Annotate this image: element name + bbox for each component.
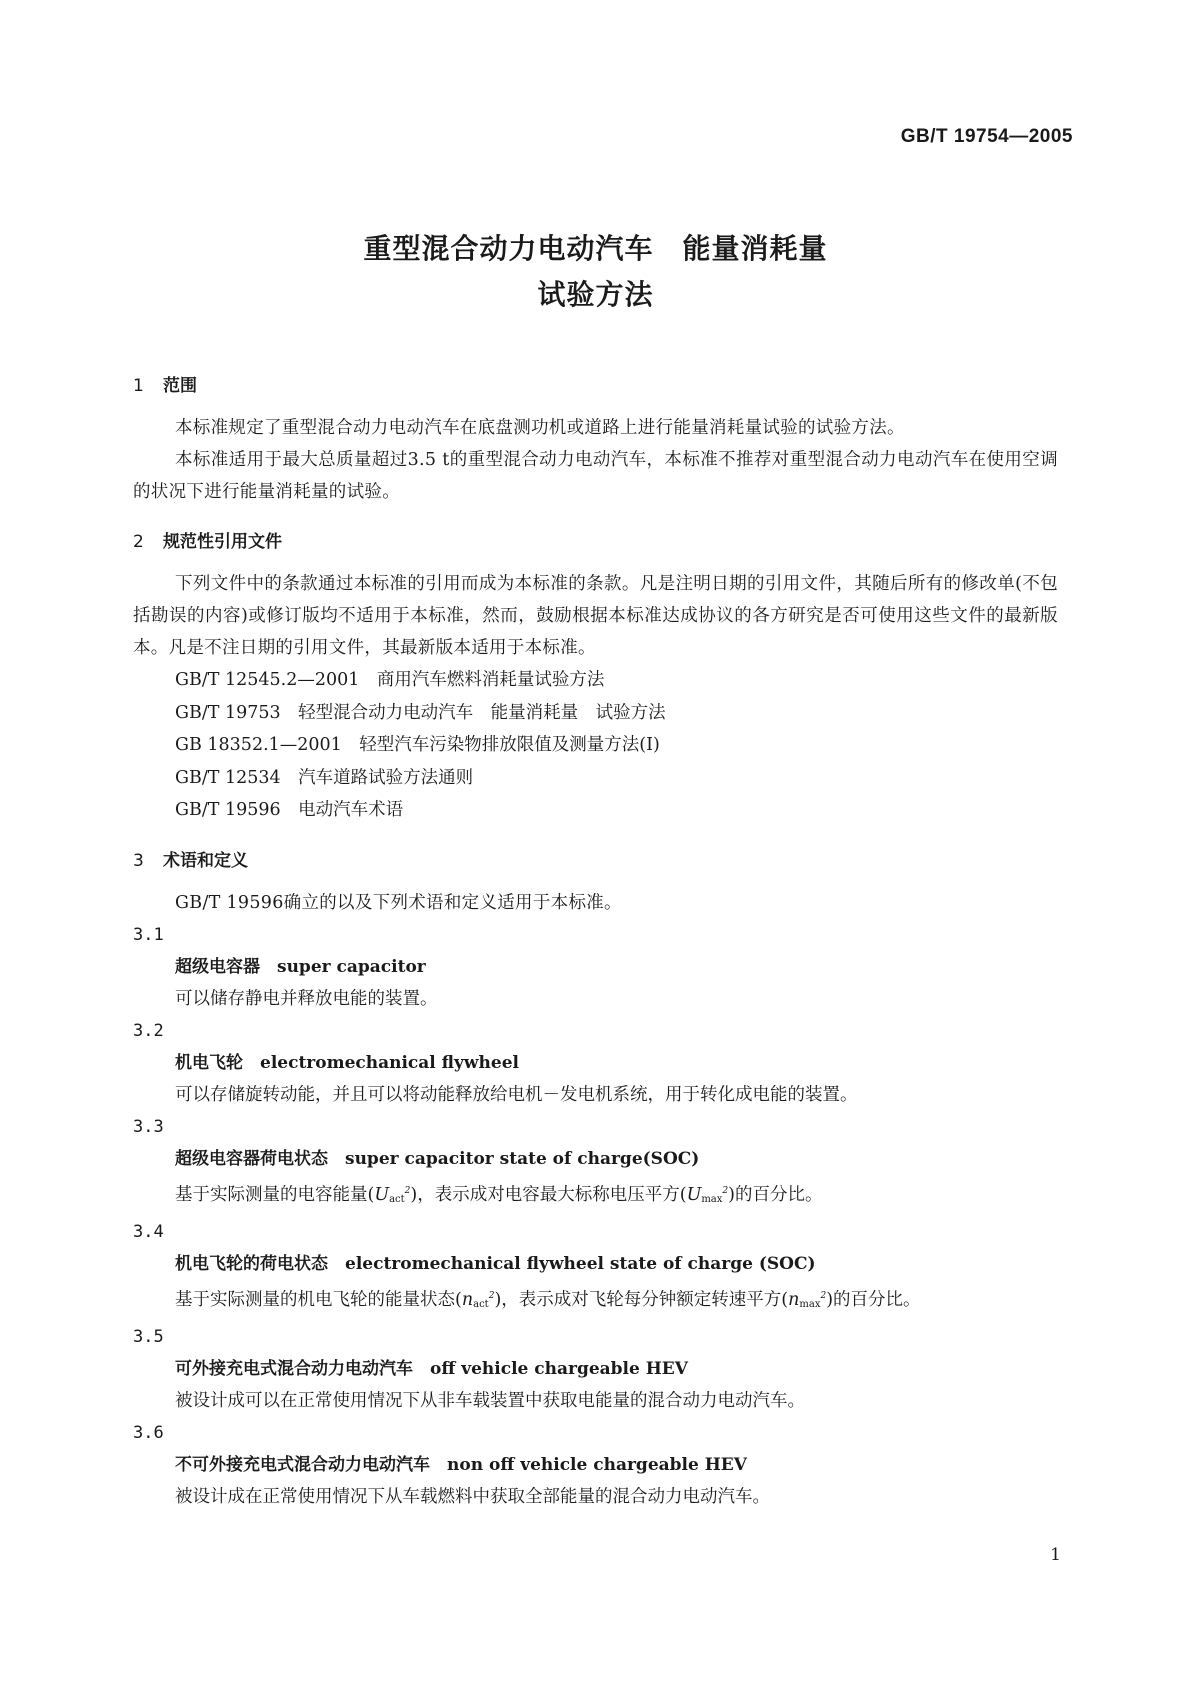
term-name [133, 1047, 1058, 1079]
term-definition: 被设计成在正常使用情况下从车载燃料中获取全部能量的混合动力电动汽车。 [175, 1486, 770, 1507]
symbol-u-max [687, 1185, 729, 1205]
term-number: 3.2 [133, 1020, 164, 1041]
title-line-2: 试验方法 [537, 278, 654, 311]
term-name-zh: 机电飞轮 [175, 1052, 243, 1073]
section-title: 规范性引用文件 [163, 532, 282, 552]
term-name [133, 1353, 1058, 1385]
references-paragraph: 下列文件中的条款通过本标准的引用而成为本标准的条款。凡是注明日期的引用文件，其随后所有的修改单(不包括勘误的内容)或修订版均不适用于本标准，然而，鼓励根据本标准达成协议的各方研究是否可使用这些文件的最新版本。凡是不注日期的引用文件，其最新版本适用于本标准。 [133, 574, 1058, 658]
reference-item: GB/T 19753 轻型混合动力电动汽车 能量消耗量 试验方法 [175, 702, 666, 723]
reference-item: GB 18352.1—2001 轻型汽车污染物排放限值及测量方法(Ⅰ) [175, 735, 660, 755]
terms-intro: GB/T 19596确立的以及下列术语和定义适用于本标准。 [175, 892, 622, 913]
term-name-zh: 超级电容器 [175, 956, 260, 977]
term-definition [133, 1175, 1058, 1216]
term-name [133, 1248, 1058, 1280]
term-definition: 被设计成可以在正常使用情况下从非车载装置中获取电能量的混合动力电动汽车。 [175, 1390, 805, 1411]
definition-text: )的百分比。 [826, 1289, 921, 1310]
term-number: 3.1 [133, 924, 164, 945]
title-line-1: 重型混合动力电动汽车 能量消耗量 [363, 232, 828, 265]
term-number: 3.3 [133, 1116, 164, 1137]
term-number: 3.6 [133, 1422, 164, 1443]
term-name-zh: 可外接充电式混合动力电动汽车 [175, 1358, 413, 1379]
term-definition [133, 1280, 1058, 1321]
reference-item: GB/T 12534 汽车道路试验方法通则 [175, 767, 474, 788]
document-body [133, 370, 1058, 1513]
term-name [133, 1449, 1058, 1481]
term-number: 3.4 [133, 1221, 164, 1242]
section-number: 1 [133, 376, 144, 396]
term-name-zh: 机电飞轮的荷电状态 [175, 1253, 328, 1274]
term-name [133, 1143, 1058, 1175]
document-title [0, 226, 1191, 318]
term-name-zh: 不可外接充电式混合动力电动汽车 [175, 1454, 430, 1475]
term-name-en: super capacitor state of charge(SOC) [345, 1148, 700, 1169]
symbol-subscript: act [473, 1298, 489, 1310]
section-title: 术语和定义 [163, 850, 248, 871]
term-name [133, 951, 1058, 983]
term-definition: 可以存储旋转动能，并且可以将动能释放给电机－发电机系统，用于转化成电能的装置。 [175, 1084, 858, 1105]
definition-text: )，表示成对飞轮每分钟额定转速平方( [494, 1289, 789, 1310]
symbol-n-act [462, 1290, 495, 1310]
symbol-superscript: 2 [722, 1185, 729, 1196]
term-number: 3.5 [133, 1326, 164, 1347]
standard-code: GB/T 19754—2005 [900, 126, 1073, 147]
section-heading-terms [133, 845, 1058, 877]
page-number: 1 [1050, 1545, 1061, 1565]
symbol-u-act [374, 1185, 410, 1205]
symbol-letter: n [788, 1289, 800, 1310]
symbol-subscript: act [389, 1193, 405, 1205]
section-heading-scope [133, 370, 1058, 402]
scope-paragraph-2: 本标准适用于最大总质量超过3.5 t的重型混合动力电动汽车，本标准不推荐对重型混合动力电动汽车在使用空调的状况下进行能量消耗量的试验。 [133, 450, 1058, 502]
symbol-letter: n [461, 1289, 474, 1310]
section-number: 2 [133, 532, 144, 552]
reference-item: GB/T 19596 电动汽车术语 [175, 800, 404, 820]
symbol-subscript: max [701, 1193, 723, 1205]
definition-text: 基于实际测量的机电飞轮的能量状态( [175, 1289, 462, 1310]
symbol-n-max [788, 1290, 826, 1310]
section-title: 范围 [163, 376, 197, 396]
term-definition: 可以储存静电并释放电能的装置。 [175, 988, 438, 1009]
term-name-en: super capacitor [277, 956, 426, 977]
definition-text: )，表示成对电容最大标称电压平方( [410, 1184, 687, 1205]
term-name-en: electromechanical flywheel [260, 1052, 520, 1073]
term-name-zh: 超级电容器荷电状态 [175, 1148, 328, 1169]
section-number: 3 [133, 850, 144, 871]
term-name-en: electromechanical flywheel state of charge (SOC) [345, 1253, 816, 1274]
symbol-letter: U [686, 1184, 702, 1205]
definition-text: 基于实际测量的电容能量( [175, 1184, 375, 1205]
symbol-superscript: 2 [404, 1185, 411, 1196]
symbol-letter: U [374, 1184, 390, 1205]
section-heading-references [133, 526, 1058, 558]
term-name-en: off vehicle chargeable HEV [430, 1358, 688, 1379]
reference-item: GB/T 12545.2—2001 商用汽车燃料消耗量试验方法 [175, 670, 605, 690]
symbol-superscript: 2 [820, 1290, 827, 1301]
symbol-subscript: max [799, 1298, 821, 1310]
term-name-en: non off vehicle chargeable HEV [447, 1454, 747, 1475]
definition-text: )的百分比。 [728, 1184, 823, 1205]
symbol-superscript: 2 [488, 1290, 495, 1301]
scope-paragraph-1: 本标准规定了重型混合动力电动汽车在底盘测功机或道路上进行能量消耗量试验的试验方法。 [175, 418, 905, 438]
